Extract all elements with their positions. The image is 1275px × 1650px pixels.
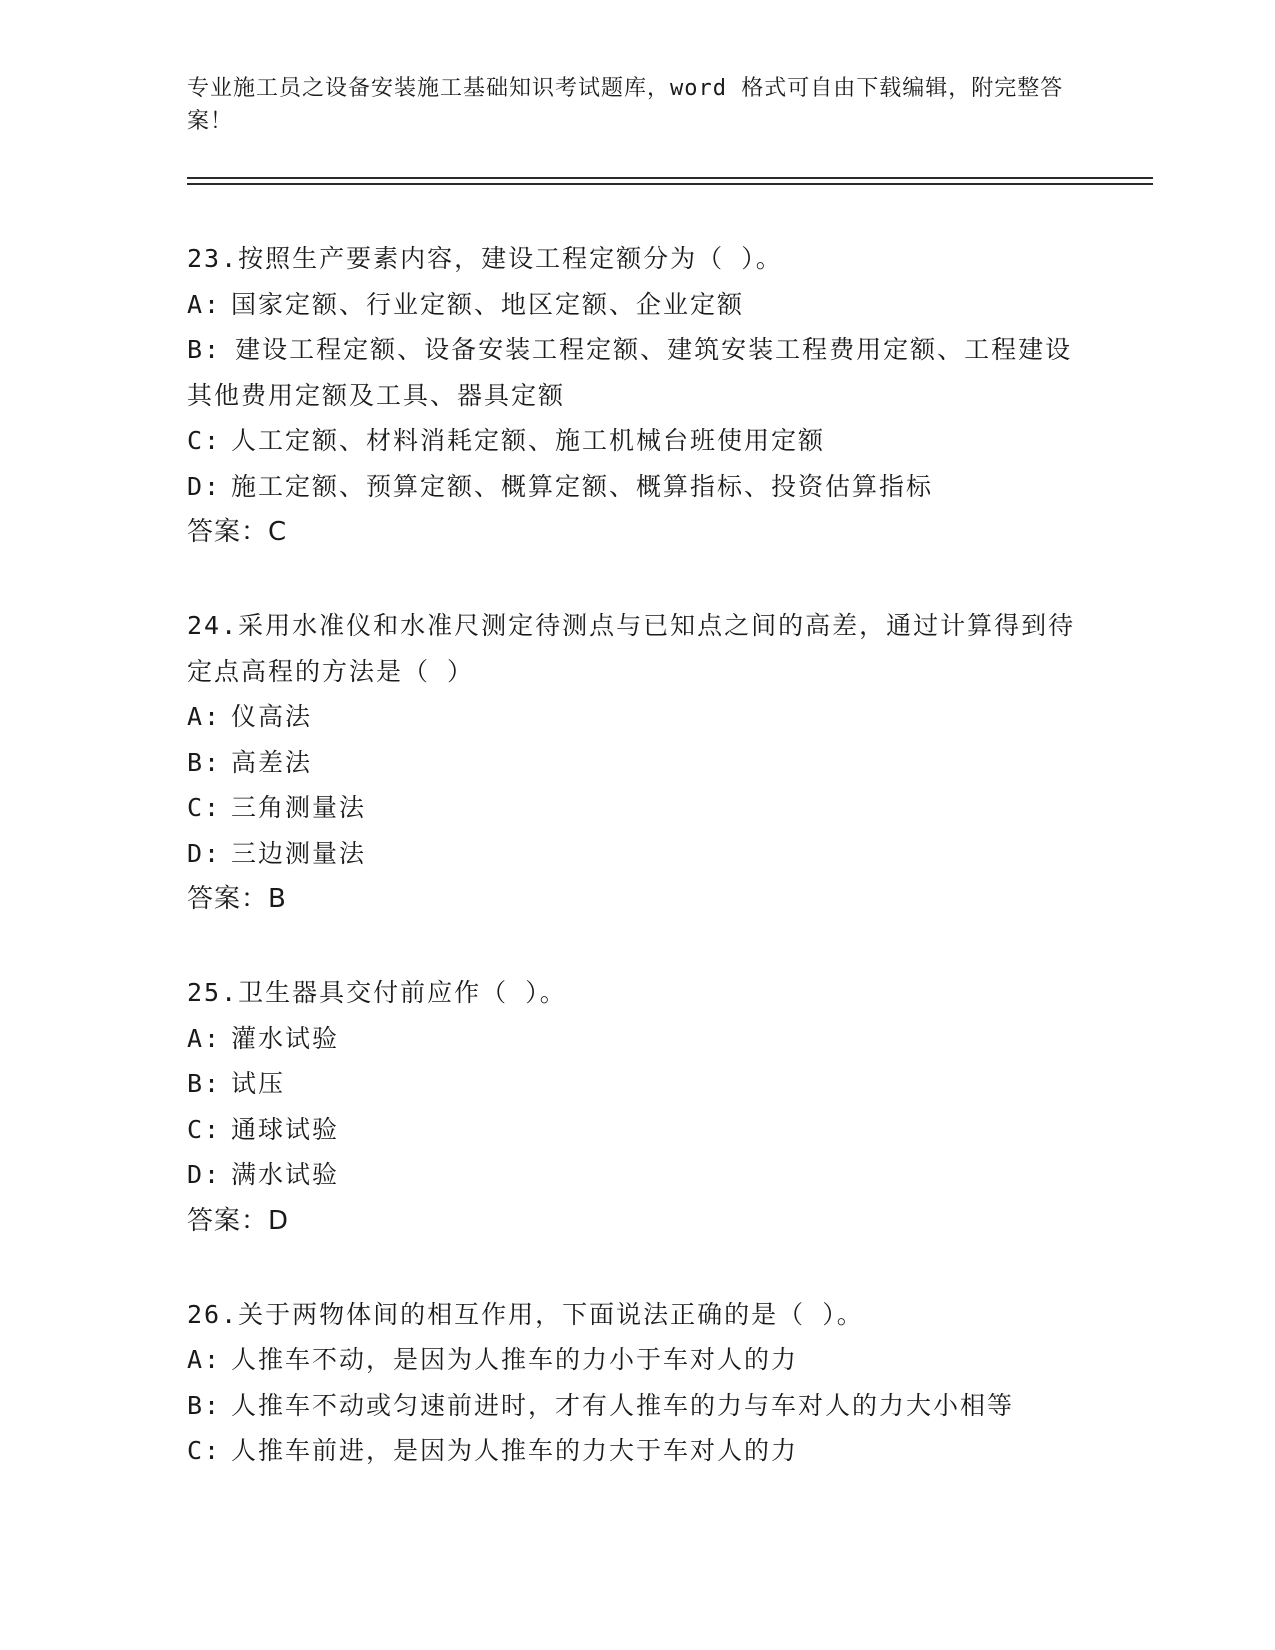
option-key: A: — [187, 702, 222, 731]
option-key: A: — [187, 1023, 222, 1053]
option-b — [187, 1061, 1087, 1107]
option-text: 试压 — [231, 1069, 286, 1098]
option-c — [187, 1428, 1087, 1474]
option-text: 施工定额、预算定额、概算定额、概算指标、投资估算指标 — [231, 471, 934, 501]
question-23 — [187, 236, 1087, 555]
option-key: B: — [187, 1390, 222, 1420]
option-d — [187, 464, 1087, 510]
option-a — [187, 1337, 1087, 1383]
option-a — [187, 1016, 1087, 1062]
option-key: C: — [187, 1114, 222, 1144]
option-key: B: — [187, 335, 222, 364]
option-c — [187, 418, 1087, 464]
document-header: 专业施工员之设备安装施工基础知识考试题库，word 格式可自由下载编辑，附完整答案！ — [187, 76, 1064, 134]
option-b — [187, 1383, 1087, 1429]
question-24 — [187, 603, 1087, 922]
option-text: 国家定额、行业定额、地区定额、企业定额 — [231, 289, 745, 319]
option-text: 人推车不动或匀速前进时，才有人推车的力与车对人的力大小相等 — [231, 1390, 1015, 1420]
option-b — [187, 740, 1087, 786]
option-text: 灌水试验 — [231, 1023, 340, 1053]
header-divider-top — [187, 177, 1153, 179]
option-c — [187, 1107, 1087, 1153]
option-b — [187, 327, 1087, 418]
option-key: D: — [187, 838, 222, 868]
option-key: C: — [187, 793, 222, 822]
question-25 — [187, 970, 1087, 1244]
question-list — [187, 236, 1087, 1522]
option-d — [187, 1152, 1087, 1198]
option-text: 建设工程定额、设备安装工程定额、建筑安装工程费用定额、工程建设其他费用定额及工具、器具定额 — [187, 335, 1073, 410]
option-key: B: — [187, 1069, 222, 1098]
header-divider-bottom — [187, 183, 1153, 185]
option-text: 人推车前进，是因为人推车的力大于车对人的力 — [231, 1436, 799, 1465]
option-d — [187, 831, 1087, 877]
answer-label: 答案：D — [187, 1205, 290, 1236]
option-c — [187, 785, 1087, 831]
option-key: D: — [187, 471, 222, 501]
option-text: 仪高法 — [231, 702, 313, 731]
question-stem: 25.卫生器具交付前应作（ ）。 — [187, 978, 567, 1007]
option-key: B: — [187, 747, 222, 777]
answer-label: 答案：C — [187, 517, 288, 547]
question-26 — [187, 1292, 1087, 1474]
option-text: 高差法 — [231, 747, 313, 777]
option-text: 人推车不动，是因为人推车的力小于车对人的力 — [231, 1345, 799, 1374]
option-text: 通球试验 — [231, 1114, 340, 1144]
option-key: A: — [187, 289, 222, 319]
question-stem: 23.按照生产要素内容，建设工程定额分为（ ）。 — [187, 244, 783, 273]
option-a — [187, 282, 1087, 328]
option-text: 满水试验 — [231, 1160, 340, 1189]
option-key: C: — [187, 1436, 222, 1465]
option-key: A: — [187, 1345, 222, 1374]
option-key: C: — [187, 426, 222, 455]
question-stem: 24.采用水准仪和水准尺测定待测点与已知点之间的高差，通过计算得到待定点高程的方法是（ ） — [187, 611, 1076, 686]
question-stem: 26.关于两物体间的相互作用，下面说法正确的是（ ）。 — [187, 1299, 864, 1329]
answer-label: 答案：B — [187, 884, 287, 914]
option-text: 人工定额、材料消耗定额、施工机械台班使用定额 — [231, 426, 826, 455]
option-text: 三角测量法 — [231, 793, 367, 822]
option-a — [187, 694, 1087, 740]
option-key: D: — [187, 1160, 222, 1189]
option-text: 三边测量法 — [231, 838, 367, 868]
